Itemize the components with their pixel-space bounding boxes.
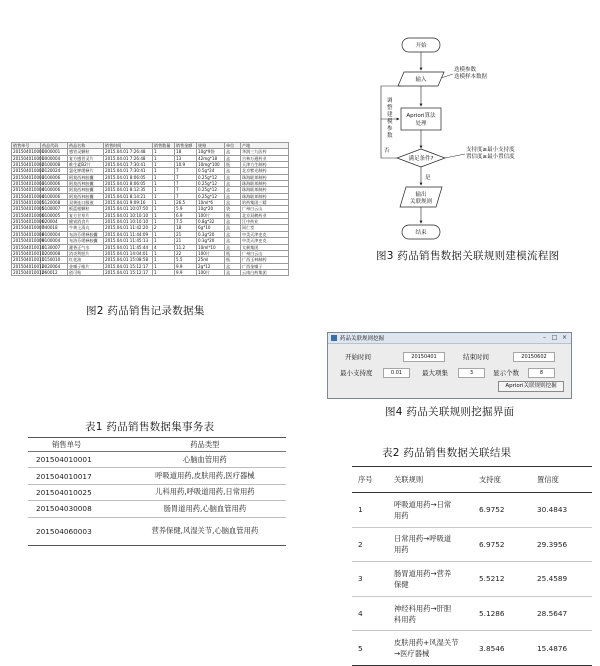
sheet-cell: 盒 xyxy=(225,155,241,161)
sheet-cell: 瓶 xyxy=(225,162,241,168)
end-time-label: 结束时间 xyxy=(463,353,489,361)
sheet-cell: 盒 xyxy=(225,231,241,237)
sheet-cell: 中美天津史克 xyxy=(241,231,289,237)
table-row: 4 神经科用药→肝胆 科用药 5.1286 28.5647 xyxy=(352,596,592,631)
sheet-cell: 0.25g*12 xyxy=(197,181,225,187)
sheet-cell: 10mg*100 xyxy=(197,162,225,168)
sheet-cell: 201504010002 xyxy=(13,168,45,174)
sheet-cell: 7 xyxy=(175,187,197,193)
sheet-header-cell: 规格 xyxy=(197,143,225,149)
sheet-cell: 1 xyxy=(153,231,175,237)
sheet-cell: 201504010004 xyxy=(13,193,45,199)
sheet-cell: 珠海联邦制药 xyxy=(241,187,289,193)
sheet-cell: 1 xyxy=(153,168,175,174)
sheet-cell: 2015.04.01 7:26:48 xyxy=(104,149,153,155)
sheet-cell: 天津力生制药 xyxy=(241,162,289,168)
sheet-cell: 7 xyxy=(175,193,197,199)
transaction-table xyxy=(28,437,286,546)
sheet-cell: 100片 xyxy=(197,269,225,275)
sheet-cell: 瓶 xyxy=(225,250,241,256)
display-count-input[interactable]: 8 xyxy=(528,368,555,378)
constraint-line-1: 支持度≥最小支持度 xyxy=(466,147,515,153)
sheet-cell: 0.5g*24 xyxy=(197,168,225,174)
close-icon[interactable]: × xyxy=(561,334,568,341)
sheet-cell: 1 xyxy=(153,187,175,193)
sheet-cell: 盒 xyxy=(225,244,241,250)
sheet-cell: 201504010005 xyxy=(13,200,45,206)
sheet-cell: 100片 xyxy=(197,212,225,218)
sheet-cell: 感冒灵颗粒 xyxy=(68,149,104,155)
app-icon xyxy=(331,335,337,341)
sheet-cell: 201504010012 xyxy=(13,269,45,275)
col-rule: 关联规则 xyxy=(393,467,475,493)
sheet-cell: 0100004 xyxy=(41,238,68,244)
sheet-cell: 1 xyxy=(153,219,175,225)
sheet-cell: 42mg*18 xyxy=(197,155,225,161)
sheet-cell: 珠海联邦制药 xyxy=(241,174,289,180)
sheet-cell: 18 xyxy=(175,225,197,231)
sheet-cell: 060012 xyxy=(41,269,68,275)
sheet-cell: 1 xyxy=(153,181,175,187)
sheet-cell: 100片 xyxy=(197,250,225,256)
sheet-cell: 盒 xyxy=(225,181,241,187)
sheet-cell: 201504010008 xyxy=(13,231,45,237)
sheet-cell: 1 xyxy=(153,212,175,218)
sheet-cell: 2015.04.01 11:45:44 xyxy=(104,244,153,250)
sheet-cell: 袋 xyxy=(225,206,241,212)
sheet-cell: 1 xyxy=(153,257,175,263)
sheet-cell: 2g*12 xyxy=(197,263,225,269)
sheet-cell: 2015.04.01 8:14:21 xyxy=(104,193,153,199)
sheet-cell: 0.25g*12 xyxy=(197,193,225,199)
sheet-cell: 26.5 xyxy=(175,200,197,206)
col-confidence: 置信度 xyxy=(533,467,592,493)
sheet-cell: 广州白云山 xyxy=(241,250,289,256)
sheet-cell: 金嗓子喉片 xyxy=(68,263,104,269)
sheet-header-cell: 销售时间 xyxy=(104,143,153,149)
sheet-cell: 0100005 xyxy=(41,212,68,218)
table-row xyxy=(12,269,289,275)
min-support-label: 最小支持度 xyxy=(340,369,373,377)
table-row: 201504010025 儿科用药,呼吸道用药,日常用药 xyxy=(28,484,286,500)
end-time-input[interactable]: 20150602 xyxy=(513,352,555,362)
param-line-1: 迭模参数 xyxy=(454,67,477,73)
sheet-cell: 201504010011 xyxy=(13,257,45,263)
col-index: 序号 xyxy=(352,467,393,493)
sheet-cell: 复方感冒灵片 xyxy=(68,155,104,161)
sheet-cell: 7 xyxy=(175,168,197,174)
sheet-cell: 21 xyxy=(175,238,197,244)
yes-label: 是 xyxy=(425,175,431,181)
sheet-cell: 中美天津史克 xyxy=(241,238,289,244)
sheet-cell: 2015.04.01 7:26:48 xyxy=(104,155,153,161)
sheet-cell: 盒 xyxy=(225,219,241,225)
sheet-cell: 2015.04.01 8:12:35 xyxy=(104,187,153,193)
sheet-cell: 9.9 xyxy=(175,263,197,269)
sheet-cell: 10g*9袋 xyxy=(197,149,225,155)
svg-text:建: 建 xyxy=(387,112,393,118)
sheet-cell: 消炎利胆片 xyxy=(68,250,104,256)
sheet-cell: 华润三九医药 xyxy=(241,149,289,155)
sheet-cell: 2015.04.01 8:06:05 xyxy=(104,174,153,180)
sheet-cell: 2 xyxy=(153,225,175,231)
sheet-cell: 0120008 xyxy=(41,200,68,206)
sheet-cell: 21 xyxy=(175,231,197,237)
association-results-table xyxy=(352,466,592,666)
sheet-cell: 同仁堂 xyxy=(241,225,289,231)
sheet-cell: 双黄连口服液 xyxy=(68,200,104,206)
sheet-cell: 2015.04.01 15:12:17 xyxy=(104,269,153,275)
table-row: 201504010017 呼吸道用药,皮肤用药,医疗器械 xyxy=(28,468,286,484)
sheet-cell: 2015.04.01 14:04:01 xyxy=(104,250,153,256)
sheet-cell: 5.5 xyxy=(175,257,197,263)
sheet-cell: 盒 xyxy=(225,225,241,231)
table-row: 3 肠胃道用药→营养 保健 5.5212 25.4589 xyxy=(352,562,592,597)
sheet-cell: 阿莫西林胶囊 xyxy=(68,193,104,199)
sheet-cell: 2015.04.01 11:45:13 xyxy=(104,238,153,244)
sheet-cell: 广州白云山 xyxy=(241,206,289,212)
sheet-cell: 2015.04.01 7:30:41 xyxy=(104,162,153,168)
sheet-cell: 7 xyxy=(175,174,197,180)
sheet-cell: 1 xyxy=(153,269,175,275)
sheet-cell: 201504010006 xyxy=(13,219,45,225)
sheet-cell: 0.25g*12 xyxy=(197,187,225,193)
sheet-cell: 2015.04.01 10:10:10 xyxy=(104,219,153,225)
sheet-cell: 25ml xyxy=(197,257,225,263)
sheet-cell: 10ml*10 xyxy=(197,244,225,250)
apriori-mine-button[interactable]: Apriori关联规则挖掘 xyxy=(498,381,564,392)
table-row: 201504030008 肠胃道用药,心脑血管用药 xyxy=(28,501,286,517)
table-row: 201504060003 营养保健,风湿关节,心脑血管用药 xyxy=(28,517,286,545)
col-support: 支持度 xyxy=(475,467,533,493)
sheet-cell: 0200008 xyxy=(41,250,68,256)
figure-3-caption: 图3 药品销售数据关联规则建模流程图 xyxy=(376,250,560,262)
sheet-cell: 1 xyxy=(153,174,175,180)
sheet-cell: 1 xyxy=(153,250,175,256)
sheet-cell: 盒 xyxy=(225,269,241,275)
sheet-cell: 盒 xyxy=(225,187,241,193)
figure-4-caption: 图4 药品关联规则挖掘界面 xyxy=(385,406,515,418)
sheet-cell: 5.9 xyxy=(175,206,197,212)
sheet-cell: 201504010004 xyxy=(13,187,45,193)
table-row: 201504010001 心脑血管用药 xyxy=(28,452,286,468)
min-support-input[interactable]: 0.01 xyxy=(383,368,410,378)
sheet-cell: 201504010003 xyxy=(13,174,45,180)
sheet-cell: 0000004 xyxy=(41,155,68,161)
sheet-cell: 2015.04.01 10:07:50 xyxy=(104,206,153,212)
sheet-cell: 2015.04.01 8:06:05 xyxy=(104,181,153,187)
table-row: 2 日常用药→呼吸道 用药 6.9752 29.3956 xyxy=(352,527,592,562)
sheet-cell: 布洛芬缓释胶囊 xyxy=(68,238,104,244)
algo-line-1: Apriori算法 xyxy=(406,113,436,119)
start-time-input[interactable]: 20150401 xyxy=(403,352,445,362)
sheet-header-cell: 销售数量 xyxy=(153,143,175,149)
svg-text:整: 整 xyxy=(387,105,393,111)
maximize-icon[interactable]: □ xyxy=(551,334,558,341)
mining-window xyxy=(327,332,572,399)
sheet-cell: 9.9 xyxy=(175,269,197,275)
sheet-cell: 北京双鹤药业 xyxy=(241,212,289,218)
sheet-cell: 红花油 xyxy=(68,257,104,263)
sheet-cell: 201504010007 xyxy=(13,225,45,231)
sheet-cell: 7.5 xyxy=(175,219,197,225)
sheet-cell: 0.3g*20 xyxy=(197,238,225,244)
sheet-body xyxy=(12,149,289,276)
sheet-cell: 201504010012 xyxy=(13,263,45,269)
sheet-header-cell: 单位 xyxy=(225,143,241,149)
sheet-cell: 1 xyxy=(153,162,175,168)
sheet-cell: 瓶 xyxy=(225,257,241,263)
sheet-cell: 珠海联邦制药 xyxy=(241,181,289,187)
sheet-cell: 2015.04.01 9:09:16 xyxy=(104,200,153,206)
table-2-header xyxy=(352,467,592,493)
start-label: 开始 xyxy=(415,43,427,49)
sheet-cell: 13 xyxy=(175,155,197,161)
sheet-cell: 0120024 xyxy=(41,168,68,174)
input-label: 输入 xyxy=(415,77,427,83)
sheet-cell: 2015.04.01 15:12:17 xyxy=(104,263,153,269)
sheet-cell: 0000001 xyxy=(41,149,68,155)
sheet-cell: 0100006 xyxy=(41,174,68,180)
sheet-cell: 吉林万通药业 xyxy=(241,155,289,161)
sheet-cell: 0100006 xyxy=(41,193,68,199)
sheet-cell: 创可贴 xyxy=(68,269,104,275)
sheet-cell: 0100004 xyxy=(41,231,68,237)
sheet-cell: 0100008 xyxy=(41,162,68,168)
sheet-cell: 0.3g*20 xyxy=(197,231,225,237)
sheet-cell: 201504010009 xyxy=(13,238,45,244)
sheet-cell: 维生素B2片 xyxy=(68,162,104,168)
sheet-cell: 0130007 xyxy=(41,244,68,250)
sheet-cell: 0150010 xyxy=(41,257,68,263)
sheet-cell: 盒 xyxy=(225,263,241,269)
sheet-cell: 020004 xyxy=(41,219,68,225)
minimize-icon[interactable]: – xyxy=(543,334,546,341)
sheet-cell: 珠海联邦制药 xyxy=(241,193,289,199)
sheet-cell: 布洛芬缓释胶囊 xyxy=(68,231,104,237)
sheet-header-cell: 产地 xyxy=(241,143,289,149)
sheet-cell: 1 xyxy=(153,193,175,199)
sheet-cell: 氯化钾缓释片 xyxy=(68,168,104,174)
table-2-caption: 表2 药品销售数据关联结果 xyxy=(382,447,512,459)
sheet-cell: 201504010011 xyxy=(13,250,45,256)
feedback-label xyxy=(387,96,393,139)
sheet-cell: 0100006 xyxy=(41,187,68,193)
figure-2-caption: 图2 药品销售记录数据集 xyxy=(86,305,205,317)
svg-text:数: 数 xyxy=(387,133,393,139)
sheet-cell: 牛黄上清丸 xyxy=(68,225,104,231)
svg-text:模: 模 xyxy=(387,119,393,125)
sheet-header-cell: 销售单号 xyxy=(12,143,41,149)
sheet-cell: 7 xyxy=(175,181,197,187)
sheet-cell: 0100007 xyxy=(41,206,68,212)
sheet-cell: 2015.04.01 15:08:58 xyxy=(104,257,153,263)
sheet-cell: 6g*10 xyxy=(197,225,225,231)
sheet-cell: 广西玉林制药 xyxy=(241,257,289,263)
table-row: 1 呼吸道用药→日常 用药 6.9752 30.4843 xyxy=(352,493,592,528)
sheet-cell: 阿莫西林胶囊 xyxy=(68,174,104,180)
sheet-cell: 盒 xyxy=(225,174,241,180)
constraint-line-2: 置信度≥最小置信度 xyxy=(466,154,515,160)
sheet-cell: 盒 xyxy=(225,149,241,155)
window-titlebar xyxy=(328,333,571,344)
sheet-cell: 藿香正气水 xyxy=(68,244,104,250)
sheet-cell: 0.25g*12 xyxy=(197,174,225,180)
sheet-cell: 2015.04.01 11:42:20 xyxy=(104,225,153,231)
sheet-cell: 11.2 xyxy=(175,244,197,250)
decision-label: 满足条件? xyxy=(408,156,434,162)
sheet-cell: 1 xyxy=(153,149,175,155)
sheet-cell: 盒 xyxy=(225,238,241,244)
sheet-cell: 201504010006 xyxy=(13,212,45,218)
display-count-label: 显示个数 xyxy=(493,369,519,377)
output-line-2: 关联规则 xyxy=(409,199,433,205)
sheet-header-cell: 药品名称 xyxy=(68,143,104,149)
start-time-label: 开始时间 xyxy=(345,353,371,361)
sheet-cell: 0.8g*32 xyxy=(197,219,225,225)
sheet-cell: 10g*20 xyxy=(197,206,225,212)
table-row: 5 皮肤用药+风湿关节 →医疗器械 3.8546 15.4876 xyxy=(352,631,592,666)
svg-text:调: 调 xyxy=(387,98,393,104)
sheet-cell: 201504010001 xyxy=(13,155,45,161)
sheet-cell: 1 xyxy=(153,263,175,269)
no-label: 否 xyxy=(384,148,390,154)
sheet-cell: 4 xyxy=(153,244,175,250)
sheet-cell: 201504010002 xyxy=(13,162,45,168)
sheet-cell: 6.9 xyxy=(175,212,197,218)
sheet-cell: 盒 xyxy=(225,168,241,174)
sheet-cell: 1 xyxy=(153,238,175,244)
sheet-cell: 201504010003 xyxy=(13,181,45,187)
sales-records-table xyxy=(11,142,289,276)
end-label: 结束 xyxy=(415,230,427,236)
sheet-cell: 201504010010 xyxy=(13,244,45,250)
svg-text:参: 参 xyxy=(387,126,393,132)
sheet-header-cell: 销售金额 xyxy=(175,143,197,149)
sheet-cell: 2015.04.01 7:30:41 xyxy=(104,168,153,174)
sheet-cell: 瓶 xyxy=(225,212,241,218)
sheet-cell: 040018 xyxy=(41,225,68,231)
sheet-cell: 广西金嗓子 xyxy=(241,263,289,269)
sheet-cell: 复方甘草片 xyxy=(68,212,104,218)
sheet-cell: 10.9 xyxy=(175,162,197,168)
sheet-cell: 北京紫光制药 xyxy=(241,168,289,174)
sheet-cell: 云南白药集团 xyxy=(241,269,289,275)
table-1-caption: 表1 药品销售数据集事务表 xyxy=(85,421,215,433)
sheet-cell: 1 xyxy=(153,200,175,206)
param-line-2: 迭模样本数据 xyxy=(454,74,488,80)
sheet-cell: 1 xyxy=(153,206,175,212)
max-items-input[interactable]: 3 xyxy=(458,368,485,378)
sheet-header-cell: 药品代码 xyxy=(41,143,68,149)
sheet-cell: 板蓝根颗粒 xyxy=(68,206,104,212)
sheet-cell: 哈药集团三精 xyxy=(241,200,289,206)
max-items-label: 最大项集 xyxy=(422,369,448,377)
col-drug-type: 药品类型 xyxy=(124,438,286,452)
sheet-cell: 2015.04.01 11:44:09 xyxy=(104,231,153,237)
sheet-cell: 太极集团 xyxy=(241,244,289,250)
sheet-cell: 1 xyxy=(153,155,175,161)
output-line-1: 输出 xyxy=(415,192,427,198)
table-1-header xyxy=(28,438,286,452)
sheet-cell: 22 xyxy=(175,250,197,256)
sheet-cell: 健胃消食片 xyxy=(68,219,104,225)
algo-line-2: 处理 xyxy=(415,121,427,127)
sheet-cell: 201504010001 xyxy=(13,149,45,155)
sheet-cell: 阿莫西林胶囊 xyxy=(68,187,104,193)
modeling-flowchart xyxy=(375,30,585,245)
sheet-cell: 18 xyxy=(175,149,197,155)
sheet-cell: 201504010005 xyxy=(13,206,45,212)
sheet-cell: 10ml*6 xyxy=(197,200,225,206)
sheet-cell: 2015.04.01 10:10:10 xyxy=(104,212,153,218)
sales-records-spreadsheet xyxy=(11,142,288,297)
sheet-cell: 0100006 xyxy=(41,181,68,187)
sheet-cell: 江中药业 xyxy=(241,219,289,225)
sheet-cell: 阿莫西林胶囊 xyxy=(68,181,104,187)
sheet-cell: 盒 xyxy=(225,193,241,199)
sheet-cell: 盒 xyxy=(225,200,241,206)
sheet-cell: 0020064 xyxy=(41,263,68,269)
col-order-no: 销售单号 xyxy=(28,438,124,452)
window-title: 药品关联规则挖掘 xyxy=(340,336,385,342)
